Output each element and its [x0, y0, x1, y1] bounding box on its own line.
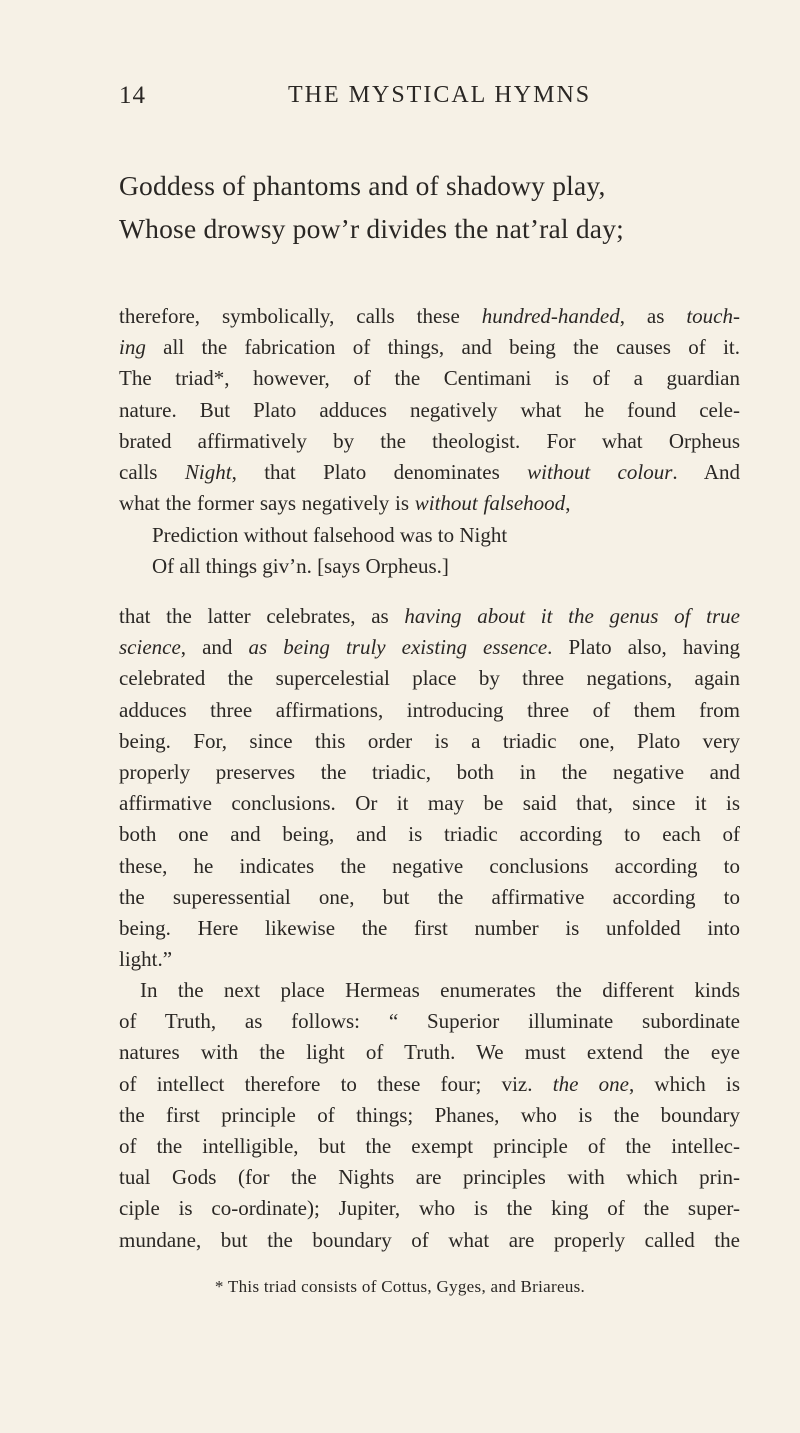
text-line: these, he indicates the negative conclusions according to	[119, 853, 740, 878]
text-line: being. For, since this order is a triadic one, Plato very	[119, 728, 740, 753]
text-line: science, and as being truly existing essence. Plato also, having	[119, 635, 741, 660]
text-line: celebrated the supercelestial place by three negations, again	[119, 666, 740, 691]
paragraph-3	[119, 975, 740, 1256]
text-line: what the former says negatively is without falsehood,	[119, 491, 571, 516]
text-line: light.”	[119, 947, 173, 972]
text-line: tual Gods (for the Nights are principles with which prin-	[119, 1165, 740, 1190]
text-line: of Truth, as follows: “ Superior illuminate subordinate	[119, 1009, 740, 1034]
text-line: of intellect therefore to these four; viz. the one, which is	[119, 1071, 740, 1096]
text-line: properly preserves the triadic, both in the negative and	[119, 759, 740, 784]
page-number: 14	[119, 82, 146, 109]
text-line: The triad*, however, of the Centimani is of a guardian	[119, 366, 740, 391]
paragraph-1	[119, 301, 740, 519]
verse-line-1: Goddess of phantoms and of shadowy play,	[119, 170, 606, 201]
text-line: both one and being, and is triadic according to each of	[119, 822, 740, 847]
paragraph-2	[119, 601, 740, 975]
verse-line-2: Whose drowsy pow’r divides the nat’ral day;	[119, 213, 624, 244]
text-line: being. Here likewise the first number is unfolded into	[119, 915, 740, 940]
text-line: ing all the fabrication of things, and being the causes of it.	[119, 335, 740, 360]
quote-line-2: Of all things giv’n. [says Orpheus.]	[152, 554, 449, 578]
text-line: adduces three affirmations, introducing three of them from	[119, 697, 740, 722]
text-line: natures with the light of Truth. We must extend the eye	[119, 1040, 740, 1065]
quote-line-1: Prediction without falsehood was to Night	[152, 523, 508, 547]
text-line: of the intelligible, but the exempt principle of the intellec-	[119, 1133, 740, 1158]
running-title: THE MYSTICAL HYMNS	[288, 82, 592, 108]
text-line: calls Night, that Plato denominates without colour. And	[119, 459, 741, 484]
text-line: ciple is co-ordinate); Jupiter, who is the king of the super-	[119, 1196, 740, 1221]
footnote: * This triad consists of Cottus, Gyges, and Briareus.	[214, 1277, 586, 1296]
text-line: therefore, symbolically, calls these hundred-handed, as touch-	[119, 304, 740, 328]
text-line: affirmative conclusions. Or it may be said that, since it is	[119, 791, 740, 816]
text-line: nature. But Plato adduces negatively what he found cele-	[119, 397, 740, 422]
text-line: the superessential one, but the affirmative according to	[119, 884, 740, 909]
text-line: brated affirmatively by the theologist. For what Orpheus	[119, 428, 740, 453]
text-line: that the latter celebrates, as having about it the genus of true	[119, 604, 740, 628]
page-header	[0, 80, 800, 116]
text-line: mundane, but the boundary of what are properly called the	[119, 1227, 740, 1252]
text-line: the first principle of things; Phanes, who is the boundary	[119, 1102, 740, 1127]
text-line: In the next place Hermeas enumerates the different kinds	[140, 978, 740, 1002]
